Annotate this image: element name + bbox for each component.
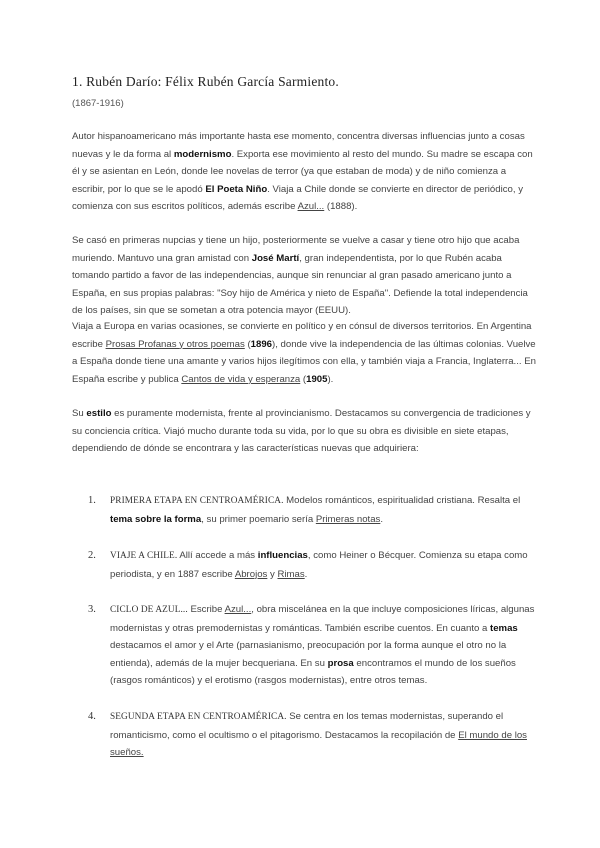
text-run: es puramente modernista, frente al provincianismo. Destacamos su convergencia de tradiciones y su conciencia crítica. Viajó mucho durante toda su vida, por lo que su obra es divisible en siete etapas, dependiendo de dónde se encontrara y las características nuevas que adquiriera: [72, 408, 531, 455]
bold-term: influencias [257, 550, 308, 561]
list-number: 4. [88, 711, 96, 722]
list-item-stage-4 [88, 708, 538, 762]
text-run: , gran independentista, por lo que Rubén acaba tomando partido a favor de las independencias, aunque sin renunciar al gran pasado americano junto a España, en sus propias palabras: "Soy hijo de América y nieto de España". Defiende la total independencia de los países, sin que se sometan a otra potencia mayor (EEUU). [72, 252, 528, 317]
work-title: Azul... [297, 201, 325, 213]
text-run: Allí accede a más [177, 550, 258, 561]
text-run: destacamos el amor y el Arte (parnasianismo, preocupación por la forma aunque el otro no la entienda), además de la mujer becqueriana. En su [110, 640, 507, 669]
list-item-stage-3 [88, 601, 538, 690]
stage-heading: SEGUNDA ETAPA EN CENTROAMÉRICA. [110, 712, 287, 722]
paragraph-marriage [72, 232, 538, 320]
text-run: ), donde vive la independencia de las últimas colonias. Vuelve a España donde tiene una amante y varios hijos ilegítimos con ella, y también viaja a Francia, Inglaterra... En España escribe y publica [72, 338, 536, 385]
text-run: . [380, 513, 384, 525]
text-run: , como Heiner o Bécquer. Comienza su etapa como periodista, y en 1887 escribe [110, 550, 528, 580]
work-title: Cantos de vida y esperanza [181, 373, 301, 385]
bold-year: 1905 [306, 373, 328, 385]
work-title: El mundo de los sueños. [110, 729, 527, 759]
life-dates: (1867-1916) [72, 98, 124, 109]
stage-heading: CICLO DE AZUL... [110, 605, 188, 615]
text-run: Modelos románticos, espiritualidad cristiana. Resalta el [283, 495, 521, 506]
stage-heading: PRIMERA ETAPA EN CENTROAMÉRICA. [110, 496, 284, 506]
list-number: 2. [88, 550, 96, 561]
work-title: Abrojos [234, 568, 268, 580]
list-number: 1. [88, 495, 96, 506]
bold-term: estilo [86, 408, 112, 419]
text-run: ). [327, 373, 334, 385]
work-title: Primeras notas [315, 513, 381, 525]
section-title: 1. Rubén Darío: Félix Rubén García Sarmiento. [72, 74, 339, 89]
list-item-stage-1 [88, 492, 538, 528]
bold-year: 1896 [250, 338, 272, 350]
text-run: Se casó en primeras nupcias y tiene un hijo, posteriormente se vuelve a casar y tiene otro hijo que acaba muriendo. Mantuvo una gran amistad con [72, 235, 520, 264]
paragraph-travels [72, 318, 538, 388]
text-run: Su [72, 408, 87, 419]
text-run: Escribe [187, 604, 225, 615]
bold-term: José Martí [251, 252, 300, 264]
paragraph-style [72, 405, 538, 458]
text-run: y [267, 568, 278, 580]
bold-term: temas [490, 622, 518, 634]
list-number: 3. [88, 604, 96, 615]
text-run: . [304, 568, 308, 580]
text-run: Se centra en los temas modernistas, superando el romanticismo, como el ocultismo o el pitagorismo. Destacamos la recopilación de [110, 711, 504, 741]
text-run: (1888). [324, 201, 358, 213]
text-run: Autor hispanoamericano más importante hasta ese momento, concentra diversas influencias junto a cosas nuevas y le da forma al [72, 131, 525, 160]
text-run: ( [244, 338, 251, 350]
bold-term: modernismo [173, 148, 232, 160]
bold-term: tema sobre la forma [110, 513, 202, 525]
text-run: . Exporta ese movimiento al resto del mundo. Su madre se escapa con él y se asientan en León, donde lee novelas de terror (ya que estaban de moda) y de niño comienza a escribir, por lo que se le apodó [72, 148, 533, 195]
text-run: . Viaja a Chile donde se convierte en director de periódico, y comienza con sus escritos políticos, además escribe [72, 183, 523, 213]
work-title: Rimas [277, 568, 305, 580]
text-run: Viaja a Europa en varias ocasiones, se convierte en político y en cónsul de diversos territorios. En Argentina escribe [72, 321, 532, 350]
paragraph-intro [72, 128, 538, 216]
text-run: ( [300, 373, 307, 385]
text-run: encontramos el mundo de los sueños (rasgos románticos) y el erotismo (rasgos modernistas), entre otros temas. [110, 657, 516, 687]
bold-term: El Poeta Niño [205, 183, 268, 195]
stage-heading: VIAJE A CHILE. [110, 551, 178, 561]
bold-term: prosa [327, 657, 354, 669]
list-item-stage-2 [88, 547, 538, 583]
work-title: Prosas Profanas y otros poemas [105, 338, 245, 350]
text-run: , su primer poemario sería [201, 513, 316, 525]
work-title: Azul... [224, 604, 252, 615]
text-run: , obra miscelánea en la que incluye composiciones líricas, algunas modernistas y otras premodernistas y románticas. También escribe cuentos. En cuanto a [110, 604, 535, 634]
